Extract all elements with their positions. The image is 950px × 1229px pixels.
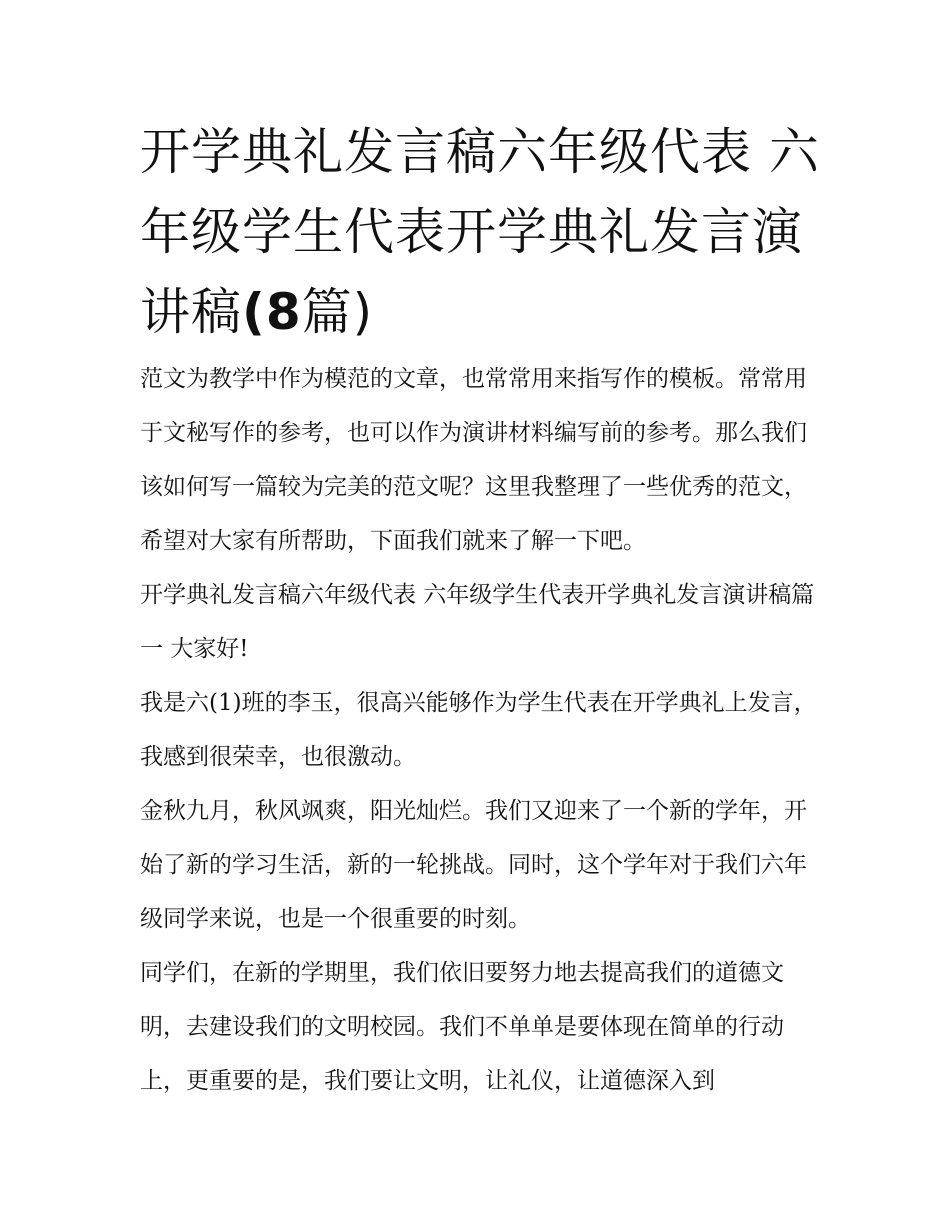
paragraph-civility: 同学们，在新的学期里，我们依旧要努力地去提高我们的道德文明，去建设我们的文明校园。我们不单单是要体现在简单的行动上，更重要的是，我们要让文明，让礼仪，让道德深入到 [140, 960, 784, 1094]
document-body [140, 352, 820, 1108]
title-count: (8 [242, 283, 302, 341]
title-unit: 篇) [301, 283, 374, 341]
paragraph-introduce-self: 我是六(1)班的李玉，很高兴能够作为学生代表在开学典礼上发言，我感到很荣幸，也很激动。 [140, 690, 817, 770]
paragraph-intro: 范文为教学中作为模范的文章，也常常用来指写作的模板。常常用于文秘写作的参考，也可以作为演讲材料编写前的参考。那么我们该如何写一篇较为完美的范文呢？这里我整理了一些优秀的范文，希望对大家有所帮助，下面我们就来了解一下吧。 [140, 366, 807, 554]
paragraph-heading-1: 开学典礼发言稿六年级代表 六年级学生代表开学典礼发言演讲稿篇一 大家好! [140, 582, 815, 662]
title-main-text: 开学典礼发言稿六年级代表 六年级学生代表开学典礼发言演讲稿 [140, 123, 820, 341]
paragraph-autumn: 金秋九月，秋风飒爽，阳光灿烂。我们又迎来了一个新的学年，开始了新的学习生活，新的一轮挑战。同时，这个学年对于我们六年级同学来说，也是一个很重要的时刻。 [140, 798, 807, 932]
document-title [140, 112, 820, 352]
